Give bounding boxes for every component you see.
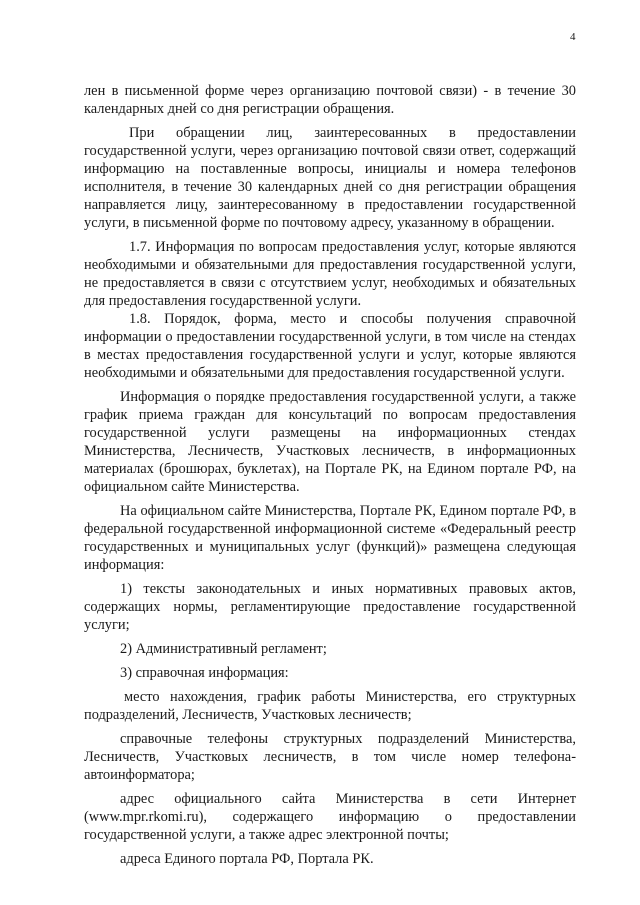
paragraph-4: 1.8. Порядок, форма, место и способы получения справочной информации о предоставлении государственной услуги, в том числе на стендах в местах предоставления государственной услуги и услуг, которые являются необходимыми и обязательными для предоставления государственной услуги.	[84, 311, 576, 381]
paragraph-8: 2) Административный регламент;	[120, 641, 327, 657]
paragraph-6: На официальном сайте Министерства, Портале РК, Едином портале РФ, в федеральной государственной информационной системе «Федеральный реестр государственных и муниципальных услуг (функций)» размещена следующая информация:	[84, 503, 576, 573]
paragraph-3: 1.7. Информация по вопросам предоставления услуг, которые являются необходимыми и обязательными для предоставления государственной услуги, не предоставляется в связи с отсутствием услуг, необходимых и обязательных для предоставления государственной услуги.	[84, 239, 576, 309]
paragraph-11: справочные телефоны структурных подразделений Министерства, Лесничеств, Участковых лесничеств, в том числе номер телефона-автоинформатора;	[84, 731, 576, 783]
paragraph-1: лен в письменной форме через организацию почтовой связи) - в течение 30 календарных дней со дня регистрации обращения.	[84, 83, 576, 117]
paragraph-2: При обращении лиц, заинтересованных в предоставлении государственной услуги, через организацию почтовой связи ответ, содержащий информацию на поставленные вопросы, инициалы и номера телефонов исполнителя, в течение 30 календарных дней со дня регистрации обращения направляется лицу, заинтересованному в предоставлении государственной услуги, в письменной форме по почтовому адресу, указанному в обращении.	[84, 125, 576, 231]
page-number: 4	[570, 31, 576, 43]
document-body	[84, 82, 576, 868]
paragraph-5: Информация о порядке предоставления государственной услуги, а также график приема граждан для консультаций по вопросам предоставления государственной услуги размещены на информационных стендах Министерства, Лесничеств, Участковых лесничеств, в информационных материалах (брошюрах, буклетах), на Портале РК, на Едином портале РФ, на официальном сайте Министерства.	[84, 389, 576, 495]
paragraph-9: 3) справочная информация:	[120, 665, 289, 681]
paragraph-10: место нахождения, график работы Министерства, его структурных подразделений, Лесничеств, Участковых лесничеств;	[84, 689, 576, 723]
paragraph-13: адреса Единого портала РФ, Портала РК.	[120, 851, 374, 867]
paragraph-12: адрес официального сайта Министерства в сети Интернет (www.mpr.rkomi.ru), содержащего информацию о предоставлении государственной услуги, а также адрес электронной почты;	[84, 791, 576, 843]
paragraph-7: 1) тексты законодательных и иных нормативных правовых актов, содержащих нормы, регламентирующие предоставление государственной услуги;	[84, 581, 576, 633]
